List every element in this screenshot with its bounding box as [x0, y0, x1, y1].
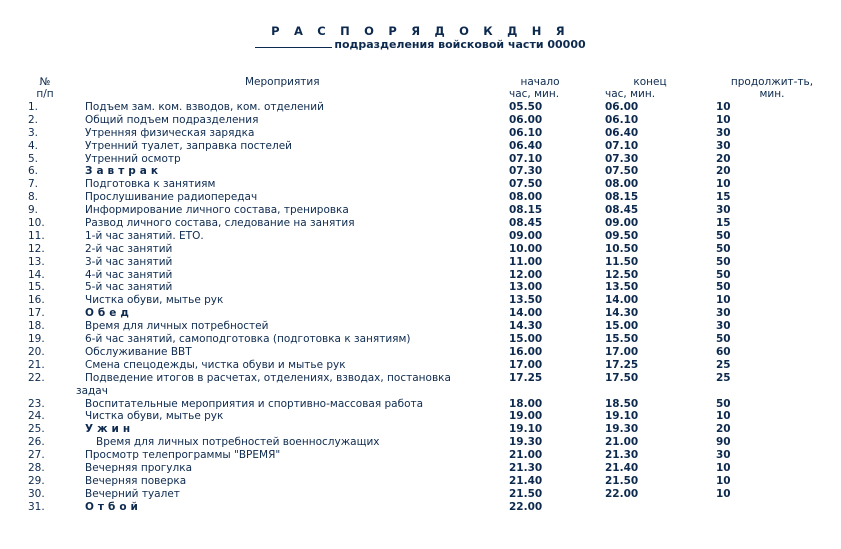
row-start-time: 21.30 [509, 461, 543, 474]
row-activity: 1-й час занятий. ЕТО. [85, 229, 204, 242]
row-duration: 90 [716, 436, 731, 449]
row-number: 18. [28, 320, 45, 333]
row-start-time: 14.00 [509, 307, 543, 320]
row-duration: 30 [716, 320, 731, 333]
row-activity: Информирование личного состава, тренировка [85, 204, 349, 217]
row-duration: 10 [716, 101, 731, 113]
row-end-time: 17.25 [605, 358, 639, 371]
row-end-time: 07.10 [605, 139, 639, 152]
row-start-time: 19.30 [509, 436, 543, 449]
row-activity: 2-й час занятий [85, 242, 173, 255]
row-end-time: 19.10 [605, 410, 639, 423]
row-end-time: 09.50 [605, 229, 639, 242]
table-row [0, 178, 841, 191]
row-number: 30. [28, 487, 45, 500]
row-end-time: 09.00 [605, 217, 639, 230]
table-row [0, 256, 841, 269]
row-start-time: 13.50 [509, 294, 543, 307]
row-activity: Утренний осмотр [85, 152, 181, 165]
row-start-time: 19.00 [509, 410, 543, 423]
table-row [0, 204, 841, 217]
header-number [30, 76, 60, 100]
row-number: 17. [28, 307, 45, 320]
row-end-time: 10.50 [605, 242, 639, 255]
header-number-line1: № [39, 76, 51, 88]
row-start-time: 06.10 [509, 126, 543, 139]
row-duration: 20 [716, 423, 731, 436]
row-end-time: 08.45 [605, 204, 639, 217]
row-start-time: 08.15 [509, 204, 543, 217]
row-end-time: 08.00 [605, 178, 639, 191]
row-number: 6. [28, 165, 39, 178]
table-row [0, 488, 841, 501]
row-activity: Прослушивание радиопередач [85, 191, 258, 204]
row-duration: 50 [716, 242, 731, 255]
table-row [0, 217, 841, 230]
table-row [0, 436, 841, 449]
table-row [0, 153, 841, 166]
row-end-time: 21.40 [605, 461, 639, 474]
table-row [0, 410, 841, 423]
table-row [0, 191, 841, 204]
row-end-time: 21.00 [605, 436, 639, 449]
row-duration: 50 [716, 229, 731, 242]
row-number: 11. [28, 229, 45, 242]
row-start-time: 12.00 [509, 268, 543, 281]
row-activity: Время для личных потребностей [85, 320, 269, 333]
row-activity: 5-й час занятий [85, 281, 173, 294]
row-start-time: 16.00 [509, 345, 543, 358]
row-duration: 20 [716, 152, 731, 165]
row-end-time: 06.00 [605, 101, 639, 113]
header-duration-line2: мин. [759, 88, 785, 100]
row-activity: Подведение итогов в расчетах, отделениях, взводах, постановка задач [76, 371, 451, 397]
row-activity: Вечерняя поверка [85, 474, 187, 487]
row-start-time: 21.00 [509, 449, 543, 462]
row-number: 27. [28, 449, 45, 462]
row-duration: 30 [716, 139, 731, 152]
row-end-time: 07.50 [605, 165, 639, 178]
table-row [0, 423, 841, 436]
row-end-time: 15.50 [605, 333, 639, 346]
table-row [0, 333, 841, 346]
schedule-rows [0, 101, 841, 514]
row-start-time: 19.10 [509, 423, 543, 436]
table-row [0, 475, 841, 488]
row-number: 16. [28, 294, 45, 307]
row-end-time: 22.00 [605, 487, 639, 500]
header-start-line1: начало [520, 76, 560, 88]
table-row [0, 449, 841, 462]
row-activity: Отбой [85, 500, 142, 513]
row-start-time: 17.00 [509, 358, 543, 371]
row-start-time: 07.50 [509, 178, 543, 191]
table-row [0, 281, 841, 294]
row-number: 15. [28, 281, 45, 294]
table-row [0, 501, 841, 514]
row-number: 14. [28, 268, 45, 281]
row-duration: 60 [716, 345, 731, 358]
header-end [600, 76, 700, 100]
row-start-time: 07.30 [509, 165, 543, 178]
row-start-time: 05.50 [509, 101, 543, 113]
row-end-time: 21.30 [605, 449, 639, 462]
row-number: 26. [28, 436, 45, 449]
row-end-time: 14.30 [605, 307, 639, 320]
row-end-time: 12.50 [605, 268, 639, 281]
row-activity: Подготовка к занятиям [85, 178, 216, 191]
row-number: 9. [28, 204, 39, 217]
unit-name-blank [255, 37, 332, 48]
row-duration: 10 [716, 113, 731, 126]
row-start-time: 21.40 [509, 474, 543, 487]
row-end-time: 17.00 [605, 345, 639, 358]
row-end-time: 06.10 [605, 113, 639, 126]
row-start-time: 08.45 [509, 217, 543, 230]
header-start [500, 76, 580, 100]
row-start-time: 14.30 [509, 320, 543, 333]
row-duration: 30 [716, 126, 731, 139]
table-row [0, 101, 841, 114]
row-start-time: 13.00 [509, 281, 543, 294]
row-number: 4. [28, 139, 39, 152]
row-start-time: 17.25 [509, 371, 543, 384]
row-end-time: 19.30 [605, 423, 639, 436]
row-number: 28. [28, 461, 45, 474]
table-row [0, 140, 841, 153]
row-activity: Вечерняя прогулка [85, 461, 192, 474]
row-activity: Утренняя физическая зарядка [85, 126, 255, 139]
row-end-time: 15.00 [605, 320, 639, 333]
subtitle-text: подразделения войсковой части 00000 [334, 38, 586, 51]
row-activity: Утренний туалет, заправка постелей [85, 139, 293, 152]
row-activity: Чистка обуви, мытье рук [85, 410, 224, 423]
row-number: 1. [28, 101, 39, 113]
row-end-time: 06.40 [605, 126, 639, 139]
row-number: 24. [28, 410, 45, 423]
row-duration: 10 [716, 461, 731, 474]
row-start-time: 11.00 [509, 255, 543, 268]
table-row [0, 269, 841, 282]
row-duration: 10 [716, 294, 731, 307]
row-number: 8. [28, 191, 39, 204]
row-duration: 10 [716, 474, 731, 487]
table-row [0, 114, 841, 127]
row-duration: 30 [716, 307, 731, 320]
row-duration: 15 [716, 217, 731, 230]
schedule-subtitle [0, 37, 841, 51]
row-start-time: 21.50 [509, 487, 543, 500]
header-duration-line1: продолжит-ть, [730, 76, 814, 88]
header-duration [722, 76, 822, 100]
row-duration: 50 [716, 397, 731, 410]
row-activity: Время для личных потребностей военнослужащих [96, 436, 380, 449]
row-end-time: 18.50 [605, 397, 639, 410]
row-activity: Вечерний туалет [85, 487, 180, 500]
row-number: 21. [28, 358, 45, 371]
row-number: 10. [28, 217, 45, 230]
row-duration: 50 [716, 268, 731, 281]
row-activity: Завтрак [85, 165, 163, 178]
row-end-time: 11.50 [605, 255, 639, 268]
row-duration: 50 [716, 255, 731, 268]
row-start-time: 22.00 [509, 500, 543, 513]
row-start-time: 06.00 [509, 113, 543, 126]
row-duration: 50 [716, 281, 731, 294]
row-end-time: 08.15 [605, 191, 639, 204]
row-activity: Обслуживание ВВТ [85, 345, 192, 358]
table-row [0, 307, 841, 320]
row-duration: 15 [716, 191, 731, 204]
row-end-time: 07.30 [605, 152, 639, 165]
header-activity: Мероприятия [245, 76, 320, 88]
row-start-time: 18.00 [509, 397, 543, 410]
row-number: 23. [28, 397, 45, 410]
row-number: 25. [28, 423, 45, 436]
table-row [0, 230, 841, 243]
row-duration: 25 [716, 371, 731, 384]
row-activity: 3-й час занятий [85, 255, 173, 268]
row-activity: Воспитательные мероприятия и спортивно-массовая работа [85, 397, 424, 410]
schedule-title: Р А С П О Р Я Д О К Д Н Я [271, 24, 570, 38]
row-number: 5. [28, 152, 39, 165]
row-activity: 4-й час занятий [85, 268, 173, 281]
header-end-line2: час, мин. [605, 88, 656, 100]
row-duration: 10 [716, 410, 731, 423]
table-row [0, 372, 841, 398]
row-start-time: 07.10 [509, 152, 543, 165]
header-number-line2: п/п [36, 88, 54, 100]
row-activity: Смена спецодежды, чистка обуви и мытье рук [85, 358, 346, 371]
row-start-time: 09.00 [509, 229, 543, 242]
row-number: 22. [28, 371, 45, 384]
row-number: 29. [28, 474, 45, 487]
table-row [0, 294, 841, 307]
table-row [0, 359, 841, 372]
row-duration: 10 [716, 178, 731, 191]
table-row [0, 320, 841, 333]
row-activity: Просмотр телепрограммы "ВРЕМЯ" [85, 449, 281, 462]
row-end-time: 14.00 [605, 294, 639, 307]
row-number: 31. [28, 500, 45, 513]
row-number: 12. [28, 242, 45, 255]
row-activity: Подъем зам. ком. взводов, ком. отделений [85, 101, 324, 113]
row-activity: Чистка обуви, мытье рук [85, 294, 224, 307]
row-number: 3. [28, 126, 39, 139]
row-end-time: 13.50 [605, 281, 639, 294]
row-number: 13. [28, 255, 45, 268]
row-number: 7. [28, 178, 39, 191]
row-number: 2. [28, 113, 39, 126]
row-activity: Обед [85, 307, 133, 320]
table-row [0, 243, 841, 256]
table-row [0, 398, 841, 411]
row-activity: Развод личного состава, следование на занятия [85, 217, 355, 230]
row-activity: 6-й час занятий, самоподготовка (подготовка к занятиям) [85, 333, 411, 346]
row-duration: 30 [716, 449, 731, 462]
row-duration: 25 [716, 358, 731, 371]
row-number: 20. [28, 345, 45, 358]
row-start-time: 10.00 [509, 242, 543, 255]
row-duration: 30 [716, 204, 731, 217]
row-duration: 10 [716, 487, 731, 500]
header-start-line2: час, мин. [509, 88, 560, 100]
row-number: 19. [28, 333, 45, 346]
row-duration: 50 [716, 333, 731, 346]
row-start-time: 08.00 [509, 191, 543, 204]
row-duration: 20 [716, 165, 731, 178]
row-end-time: 21.50 [605, 474, 639, 487]
table-row [0, 127, 841, 140]
row-activity: Ужин [85, 423, 135, 436]
header-end-line1: конец [633, 76, 667, 88]
row-activity: Общий подъем подразделения [85, 113, 259, 126]
table-row [0, 346, 841, 359]
row-start-time: 06.40 [509, 139, 543, 152]
table-row [0, 462, 841, 475]
row-start-time: 15.00 [509, 333, 543, 346]
row-end-time: 17.50 [605, 371, 639, 384]
table-row [0, 165, 841, 178]
